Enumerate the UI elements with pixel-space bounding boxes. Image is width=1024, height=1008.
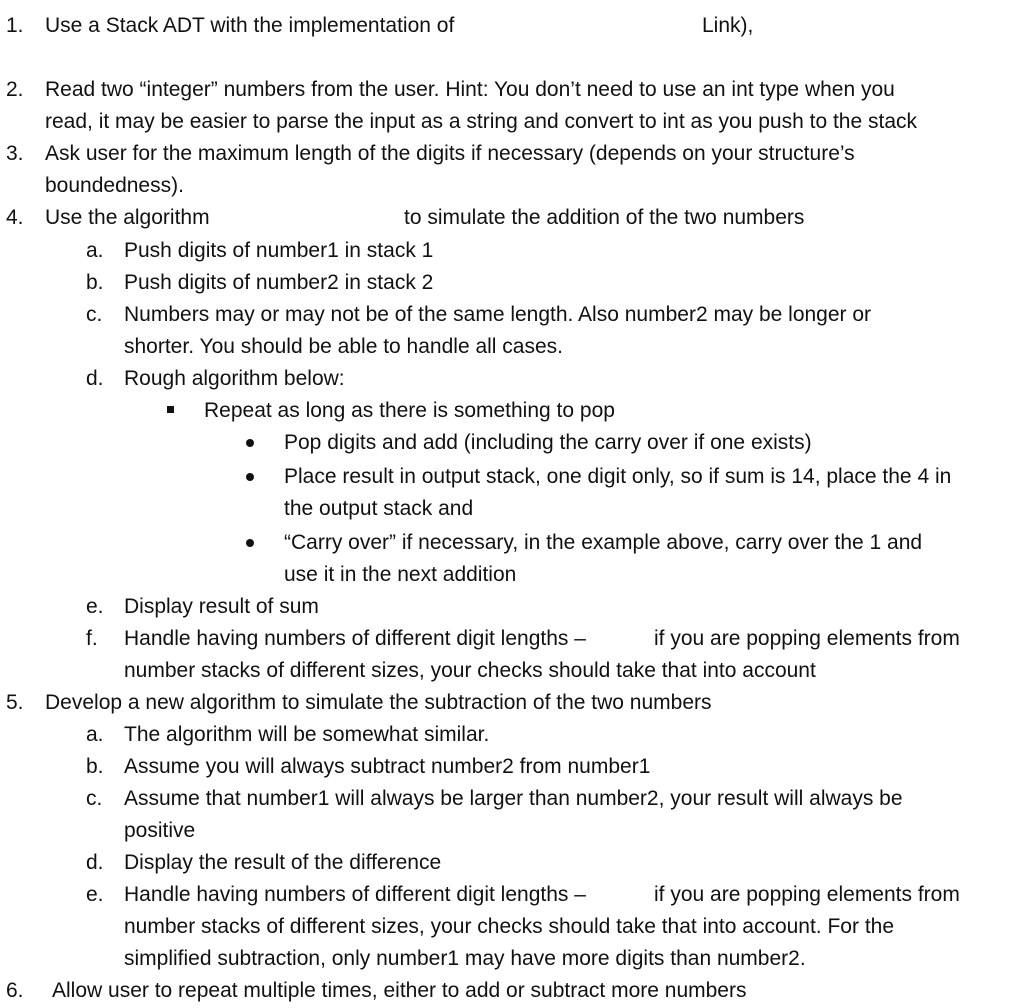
item-3-line1: Ask user for the maximum length of the digits if necessary (depends on your structure’s	[45, 142, 855, 165]
item-5b-letter: b.	[86, 755, 104, 778]
item-4-number: 4.	[6, 206, 24, 229]
item-4d-bullet-2-line2: the output stack and	[284, 497, 474, 520]
item-1-number: 1.	[6, 14, 24, 37]
item-5e-line1b: if you are popping elements from	[654, 883, 960, 906]
item-4b-letter: b.	[86, 271, 104, 294]
item-4e-letter: e.	[86, 595, 104, 618]
item-4b-text: Push digits of number2 in stack 2	[124, 271, 434, 294]
item-2-number: 2.	[6, 78, 24, 101]
item-4d-bullet-3-line2: use it in the next addition	[284, 563, 517, 586]
bullet-icon	[246, 473, 254, 481]
item-4c-letter: c.	[86, 303, 103, 326]
item-6-text: Allow user to repeat multiple times, either to add or subtract more numbers	[52, 979, 747, 1002]
item-4-text: Use the algorithm	[45, 206, 210, 229]
item-4d-letter: d.	[86, 367, 104, 390]
item-4f-line1a: Handle having numbers of different digit lengths –	[124, 627, 586, 650]
item-5c-line1: Assume that number1 will always be larger than number2, your result will always be	[124, 787, 903, 810]
item-3-number: 3.	[6, 142, 24, 165]
item-5-text: Develop a new algorithm to simulate the subtraction of the two numbers	[45, 691, 712, 714]
item-5e-line1a: Handle having numbers of different digit lengths –	[124, 883, 586, 906]
item-5e-line2: number stacks of different sizes, your checks should take that into account. For the	[124, 915, 895, 938]
item-4a-text: Push digits of number1 in stack 1	[124, 239, 434, 262]
item-3-line2: boundedness).	[45, 174, 184, 197]
item-4a-letter: a.	[86, 239, 104, 262]
item-4d-bullet-1: Pop digits and add (including the carry over if one exists)	[284, 431, 812, 454]
item-4d-sub-text: Repeat as long as there is something to pop	[204, 399, 615, 422]
bullet-icon	[246, 439, 254, 447]
item-1-text-cont: Link),	[702, 14, 754, 37]
item-4d-text: Rough algorithm below:	[124, 367, 345, 390]
item-5a-letter: a.	[86, 723, 104, 746]
item-4-text-cont: to simulate the addition of the two numbers	[404, 206, 805, 229]
item-2-line1: Read two “integer” numbers from the user. Hint: You don’t need to use an int type when you	[45, 78, 895, 101]
item-4c-line1: Numbers may or may not be of the same length. Also number2 may be longer or	[124, 303, 872, 326]
item-5c-letter: c.	[86, 787, 103, 810]
item-5c-line2: positive	[124, 819, 196, 842]
item-2-line2: read, it may be easier to parse the input as a string and convert to int as you push to the stack	[45, 110, 917, 133]
item-4f-line1b: if you are popping elements from	[654, 627, 960, 650]
item-5a-text: The algorithm will be somewhat similar.	[124, 723, 490, 746]
item-1-text: Use a Stack ADT with the implementation of	[45, 14, 455, 37]
item-5e-letter: e.	[86, 883, 104, 906]
item-6-number: 6.	[6, 979, 24, 1002]
item-5-number: 5.	[6, 691, 24, 714]
item-4f-letter: f.	[86, 627, 98, 650]
item-4d-bullet-2-line1: Place result in output stack, one digit only, so if sum is 14, place the 4 in	[284, 465, 952, 488]
item-5e-line3: simplified subtraction, only number1 may have more digits than number2.	[124, 947, 806, 970]
item-5b-text: Assume you will always subtract number2 from number1	[124, 755, 651, 778]
item-4c-line2: shorter. You should be able to handle all cases.	[124, 335, 563, 358]
item-4e-text: Display result of sum	[124, 595, 319, 618]
square-bullet-icon	[167, 406, 174, 413]
item-5d-letter: d.	[86, 851, 104, 874]
item-4f-line2: number stacks of different sizes, your checks should take that into account	[124, 659, 816, 682]
item-5d-text: Display the result of the difference	[124, 851, 442, 874]
item-4d-bullet-3-line1: “Carry over” if necessary, in the example above, carry over the 1 and	[284, 531, 923, 554]
bullet-icon	[246, 539, 254, 547]
